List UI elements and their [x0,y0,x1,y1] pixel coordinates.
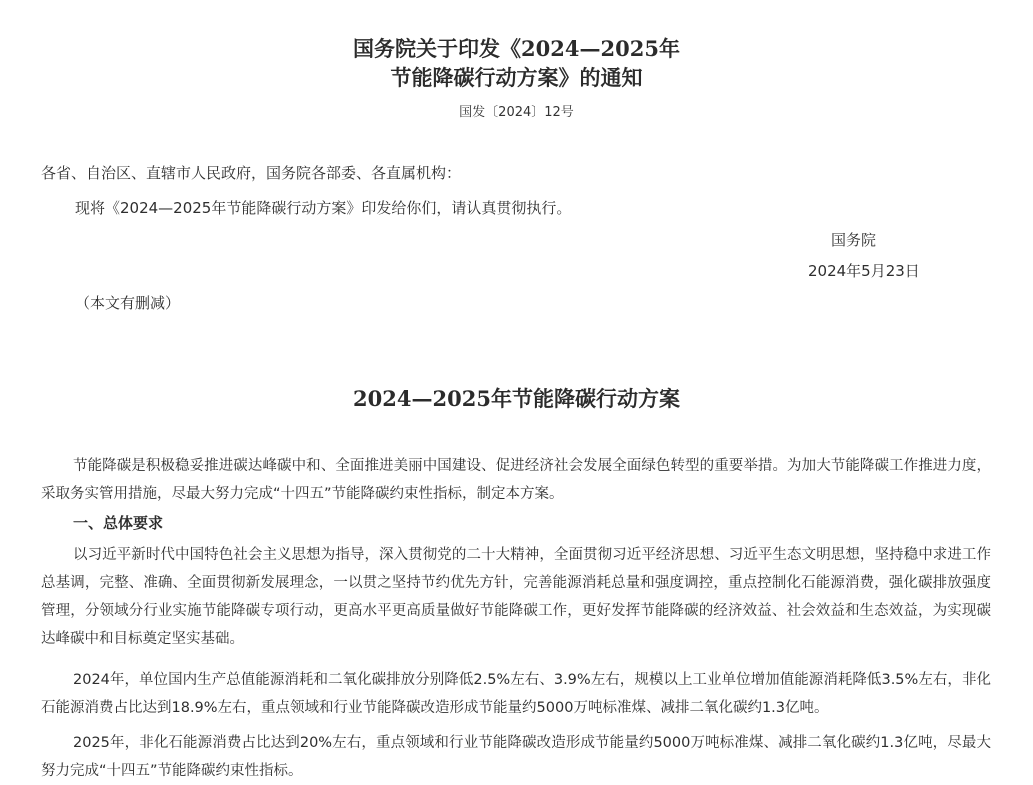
section1-paragraph-guiding-thought: 以习近平新时代中国特色社会主义思想为指导，深入贯彻党的二十大精神，全面贯彻习近平经济思想、习近平生态文明思想，坚持稳中求进工作总基调，完整、准确、全面贯彻新发展理念，一以贯之坚持节约优先方针，完善能源消耗总量和强度调控，重点控制化石能源消费，强化碳排放强度管理，分领域分行业实施节能降碳专项行动，更高水平更高质量做好节能降碳工作，更好发挥节能降碳的经济效益、社会效益和生态效益，为实现碳达峰碳中和目标奠定坚实基础。 [41,547,991,647]
section-heading-general-requirements: 一、总体要求 [73,514,164,532]
plan-title: 2024—2025年节能降碳行动方案 [353,386,680,411]
addressee: 各省、自治区、直辖市人民政府，国务院各部委、各直属机构： [41,164,462,182]
section1-paragraph-2024-targets: 2024年，单位国内生产总值能源消耗和二氧化碳排放分别降低2.5%左右、3.9%左右，规模以上工业单位增加值能源消耗降低3.5%左右，非化石能源消费占比达到18.9%左右，重点领域和行业节能降碳改造形成节能量约5000万吨标准煤、减排二氧化碳约1.3亿吨。 [41,672,991,716]
section1-paragraph-2025-targets: 2025年，非化石能源消费占比达到20%左右，重点领域和行业节能降碳改造形成节能量约5000万吨标准煤、减排二氧化碳约1.3亿吨，尽最大努力完成“十四五”节能降碳约束性指标。 [41,735,991,779]
notice-title-line1: 国务院关于印发《2024—2025年 [353,36,680,61]
issue-date: 2024年5月23日 [808,262,920,280]
forward-text: 现将《2024—2025年节能降碳行动方案》印发给你们，请认真贯彻执行。 [75,199,572,217]
issuer-signature: 国务院 [831,231,877,249]
abridged-note: （本文有删减） [75,294,181,312]
notice-title-line2: 节能降碳行动方案》的通知 [390,65,643,90]
plan-intro-paragraph: 节能降碳是积极稳妥推进碳达峰碳中和、全面推进美丽中国建设、促进经济社会发展全面绿色转型的重要举措。为加大节能降碳工作推进力度，采取务实管用措施，尽最大努力完成“十四五”节能降碳约束性指标，制定本方案。 [41,458,991,502]
document-number: 国发〔2024〕12号 [459,105,574,120]
